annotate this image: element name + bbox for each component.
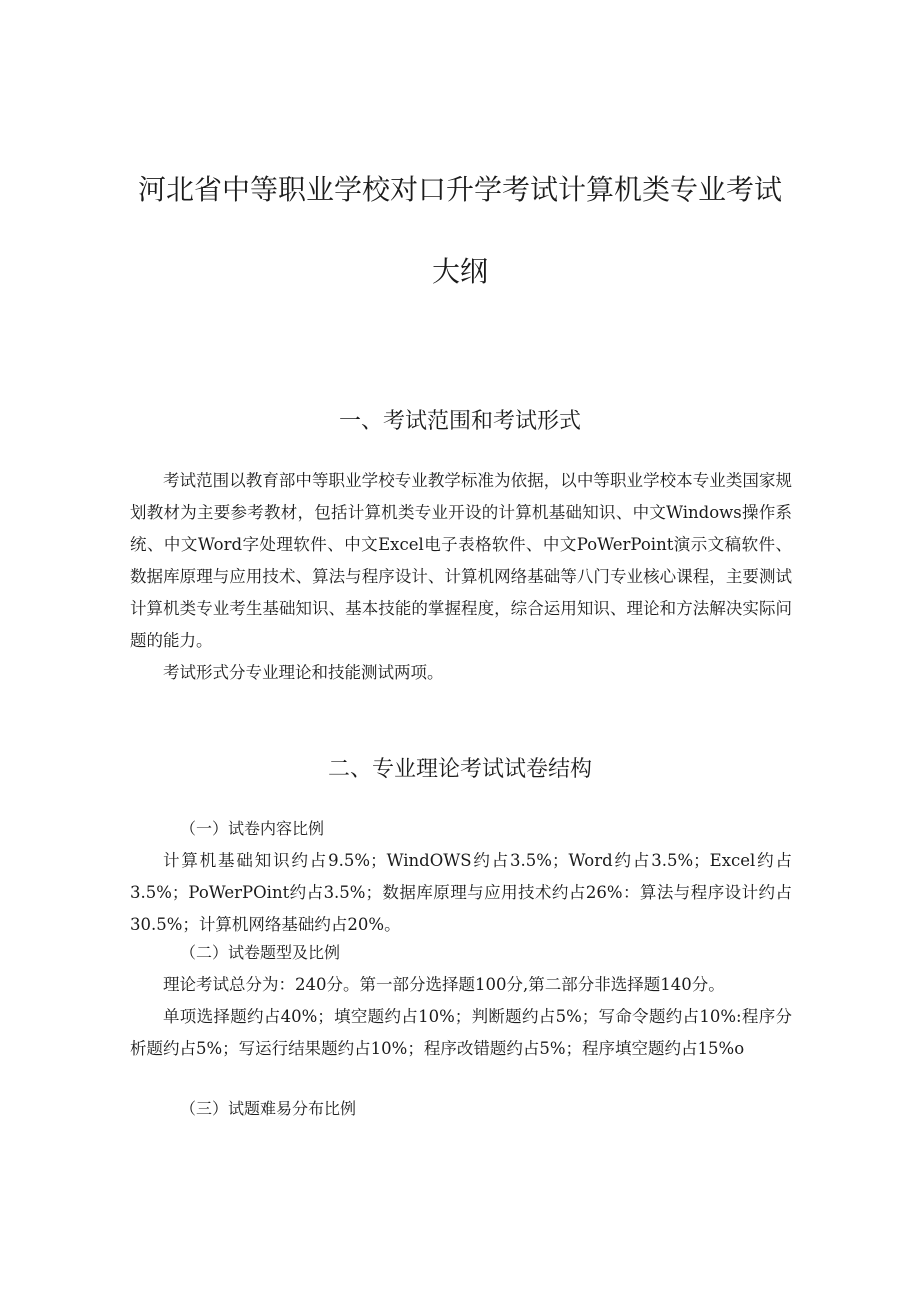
paragraph-question-type-ratio: 单项选择题约占40%；填空题约占10%；判断题约占5%；写命令题约占10%:程序分析题约占5%；写运行结果题约占10%；程序改错题约占5%；程序填空题约占15%o xyxy=(130,1007,792,1058)
section2-heading: 二、专业理论考试试卷结构 xyxy=(327,757,592,782)
section1-paragraph-scope: 考试范围以教育部中等职业学校专业教学标准为依据，以中等职业学校本专业类国家规划教材为主要参考教材，包括计算机类专业开设的计算机基础知识、中文Windows操作系统、中文Word字处理软件、中文Excel电子表格软件、中文PoWerPoint演示文稿软件、数据库原理与应用技术、算法与程序设计、计算机网络基础等八门专业核心课程，主要测试计算机类专业考生基础知识、基本技能的掌握程度，综合运用知识、理论和方法解决实际问题的能力。 xyxy=(130,471,792,650)
document-title-line1: 河北省中等职业学校对口升学考试计算机类专业考试 xyxy=(137,173,782,206)
paragraph-total-score: 理论考试总分为：240分。第一部分选择题100分,第二部分非选择题140分。 xyxy=(163,975,725,994)
subheading-question-types: （二）试卷题型及比例 xyxy=(180,943,341,962)
document-title-line2: 大纲 xyxy=(431,255,488,288)
subheading-content-ratio: （一）试卷内容比例 xyxy=(180,819,325,838)
paragraph-content-ratio: 计算机基础知识约占9.5%；WindOWS约占3.5%；Word约占3.5%；Excel约占3.5%；PoWerPOint约占3.5%；数据库原理与应用技术约占26%：算法与程序设计约占30.5%；计算机网络基础约占20%。 xyxy=(130,851,792,934)
section1-heading: 一、考试范围和考试形式 xyxy=(338,409,581,434)
section1-paragraph-form: 考试形式分专业理论和技能测试两项。 xyxy=(163,663,444,682)
subheading-difficulty-ratio: （三）试题难易分布比例 xyxy=(180,1099,357,1118)
